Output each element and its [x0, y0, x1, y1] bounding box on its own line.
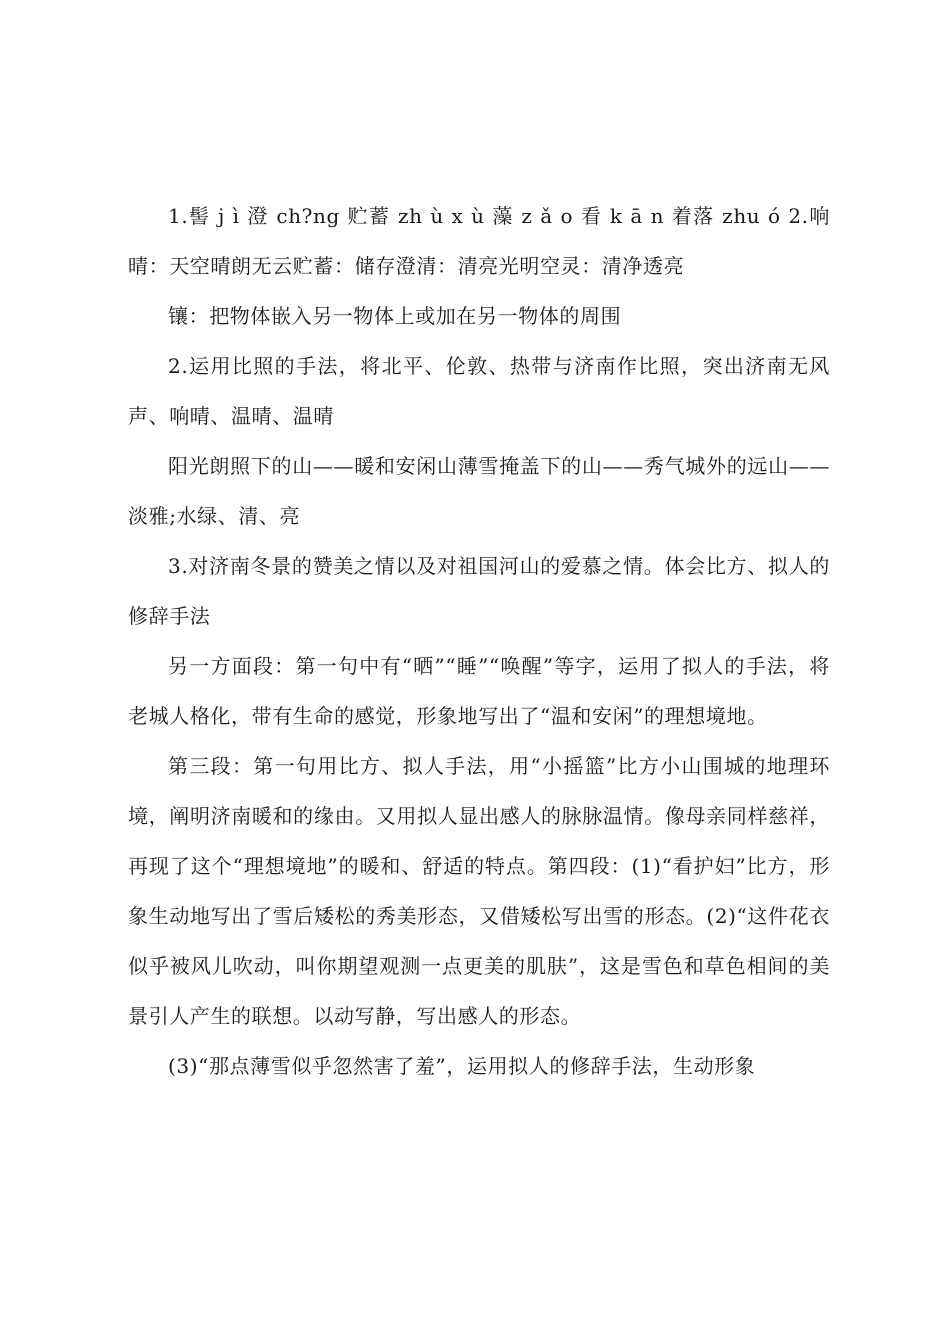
paragraph-answer-2: 2.运用比照的手法，将北平、伦敦、热带与济南作比照，突出济南无风声、响晴、温晴、温晴 [128, 354, 830, 428]
paragraph-vocabulary: 1.髻 j ì 澄 ch?ng 贮蓄 zh ù x ù 藻 z ǎ o 看 k ā n 着落 zhu ó 2.响晴：天空晴朗无云贮蓄：储存澄清：清亮光明空灵：清净透亮 [128, 204, 830, 278]
paragraph-definition-xiang: 镶：把物体嵌入另一物体上或加在另一物体的周围 [168, 304, 622, 328]
paragraph-point-3: (3)“那点薄雪似乎忽然害了羞”，运用拟人的修辞手法，生动形象 [168, 1054, 756, 1078]
paragraph-mountains: 阳光朗照下的山——暖和安闲山薄雪掩盖下的山——秀气城外的远山——淡雅;水绿、清、亮 [128, 454, 830, 528]
document-body [128, 191, 830, 1091]
paragraph-second-section: 另一方面段：第一句中有“晒”“睡”“唤醒”等字，运用了拟人的手法，将老城人格化，带有生命的感觉，形象地写出了“温和安闲”的理想境地。 [128, 654, 830, 728]
paragraph-third-fourth-section: 第三段：第一句用比方、拟人手法，用“小摇篮”比方小山围城的地理环境，阐明济南暖和的缘由。又用拟人显出感人的脉脉温情。像母亲同样慈祥，再现了这个“理想境地”的暖和、舒适的特点。第四段：(1)“看护妇”比方，形象生动地写出了雪后矮松的秀美形态，又借矮松写出雪的形态。(2)“这件花衣似乎被风儿吹动，叫你期望观测一点更美的肌肤”，这是雪色和草色相间的美景引人产生的联想。以动写静，写出感人的形态。 [128, 754, 830, 1028]
paragraph-answer-3: 3.对济南冬景的赞美之情以及对祖国河山的爱慕之情。体会比方、拟人的修辞手法 [128, 554, 830, 628]
